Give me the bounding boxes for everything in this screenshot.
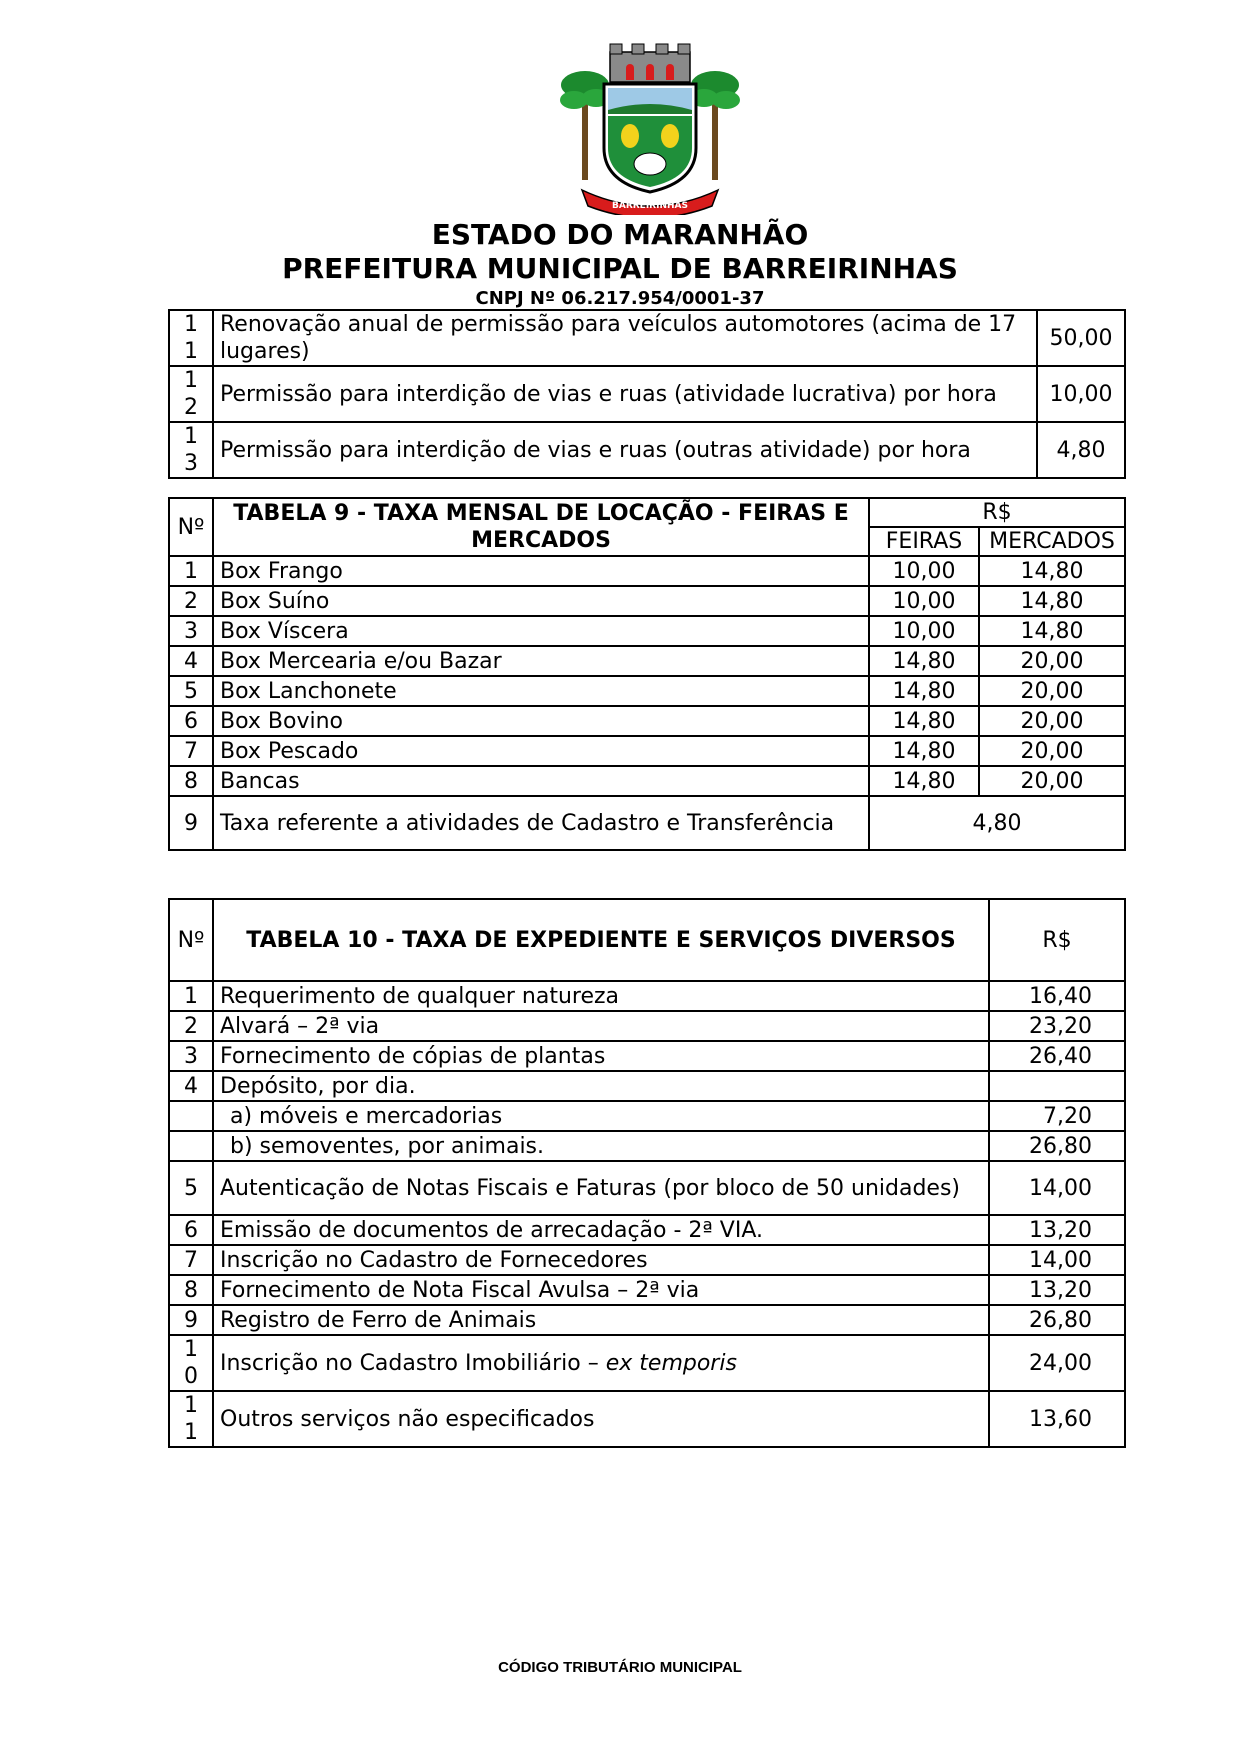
table-row — [169, 1131, 1125, 1161]
row-description: Box Pescado — [213, 736, 869, 766]
state-title: ESTADO DO MARANHÃO — [431, 218, 809, 251]
row-description: Box Lanchonete — [213, 676, 869, 706]
row-value-mercados: 20,00 — [979, 706, 1125, 736]
row-value-feiras: 14,80 — [869, 706, 979, 736]
row-value: 13,60 — [989, 1391, 1125, 1447]
table-row — [169, 586, 1125, 616]
municipal-crest — [560, 40, 740, 215]
table-row — [169, 1305, 1125, 1335]
column-header-mercados: MERCADOS — [979, 527, 1125, 556]
row-number: 9 — [169, 796, 213, 850]
row-number: 2 — [169, 1011, 213, 1041]
row-description: Emissão de documentos de arrecadação - 2ª VIA. — [213, 1215, 989, 1245]
table-row — [169, 1245, 1125, 1275]
row-description: a) móveis e mercadorias — [213, 1101, 989, 1131]
row-value: 7,20 — [989, 1101, 1125, 1131]
row-value-feiras: 10,00 — [869, 616, 979, 646]
table-row — [169, 310, 1125, 366]
row-value: 4,80 — [1037, 422, 1125, 478]
row-description: Box Suíno — [213, 586, 869, 616]
row-number: 1 — [169, 556, 213, 586]
row-value-feiras: 10,00 — [869, 586, 979, 616]
row-description: Bancas — [213, 766, 869, 796]
row-number: 9 — [169, 1305, 213, 1335]
table-row — [169, 766, 1125, 796]
row-description: Requerimento de qualquer natureza — [213, 981, 989, 1011]
row-value: 14,00 — [989, 1161, 1125, 1215]
row-description: Outros serviços não especificados — [213, 1391, 989, 1447]
row-value: 16,40 — [989, 981, 1125, 1011]
cnpj-line: CNPJ Nº 06.217.954/0001-37 — [475, 288, 765, 309]
row-number: 7 — [169, 736, 213, 766]
permission-table-continuation — [168, 309, 1126, 479]
table-row — [169, 646, 1125, 676]
table-row — [169, 1391, 1125, 1447]
table-row — [169, 1215, 1125, 1245]
table-row — [169, 1101, 1125, 1131]
table-row — [169, 556, 1125, 586]
row-value: 13,20 — [989, 1275, 1125, 1305]
table-row — [169, 1275, 1125, 1305]
crest-banner-text: BARREIRINHAS — [612, 201, 688, 211]
row-value-feiras: 10,00 — [869, 556, 979, 586]
page-footer: CÓDIGO TRIBUTÁRIO MUNICIPAL — [498, 1659, 742, 1676]
row-description: Registro de Ferro de Animais — [213, 1305, 989, 1335]
row-number: 3 — [169, 616, 213, 646]
table-row — [169, 366, 1125, 422]
row-description: Box Bovino — [213, 706, 869, 736]
row-description: Inscrição no Cadastro de Fornecedores — [213, 1245, 989, 1275]
table-row — [169, 1011, 1125, 1041]
row-number: 2 — [169, 586, 213, 616]
tabela-9-title: TABELA 9 - TAXA MENSAL DE LOCAÇÃO - FEIRAS E MERCADOS — [213, 498, 869, 556]
row-description: b) semoventes, por animais. — [213, 1131, 989, 1161]
row-description: Fornecimento de Nota Fiscal Avulsa – 2ª via — [213, 1275, 989, 1305]
row-value: 26,80 — [989, 1131, 1125, 1161]
row-number: 3 — [169, 1041, 213, 1071]
row-value: 4,80 — [869, 796, 1125, 850]
prefeitura-title: PREFEITURA MUNICIPAL DE BARREIRINHAS — [282, 252, 958, 285]
row-number: 1 — [169, 981, 213, 1011]
table-row — [169, 1335, 1125, 1391]
column-header-number: Nº — [169, 899, 213, 981]
column-header-currency: R$ — [869, 498, 1125, 527]
tabela-10-title: TABELA 10 - TAXA DE EXPEDIENTE E SERVIÇOS DIVERSOS — [213, 899, 989, 981]
row-number: 1 3 — [169, 422, 213, 478]
row-value: 13,20 — [989, 1215, 1125, 1245]
row-description: Depósito, por dia. — [213, 1071, 989, 1101]
row-number: 8 — [169, 1275, 213, 1305]
row-description: Permissão para interdição de vias e ruas (outras atividade) por hora — [213, 422, 1037, 478]
italic-term: ex temporis — [605, 1350, 737, 1376]
table-row — [169, 1041, 1125, 1071]
row-description: Alvará – 2ª via — [213, 1011, 989, 1041]
row-number — [169, 1131, 213, 1161]
row-value: 50,00 — [1037, 310, 1125, 366]
table-row — [169, 1071, 1125, 1101]
row-number: 5 — [169, 676, 213, 706]
row-value: 26,40 — [989, 1041, 1125, 1071]
column-header-currency: R$ — [989, 899, 1125, 981]
row-value-feiras: 14,80 — [869, 736, 979, 766]
row-value-mercados: 20,00 — [979, 676, 1125, 706]
row-value — [989, 1071, 1125, 1101]
row-number — [169, 1101, 213, 1131]
row-value-feiras: 14,80 — [869, 766, 979, 796]
row-number: 4 — [169, 1071, 213, 1101]
row-description: Permissão para interdição de vias e ruas (atividade lucrativa) por hora — [213, 366, 1037, 422]
row-number: 7 — [169, 1245, 213, 1275]
row-number: 1 0 — [169, 1335, 213, 1391]
table-row — [169, 676, 1125, 706]
row-description: Inscrição no Cadastro Imobiliário – ex temporis — [213, 1335, 989, 1391]
row-number: 5 — [169, 1161, 213, 1215]
row-description: Fornecimento de cópias de plantas — [213, 1041, 989, 1071]
row-value-mercados: 20,00 — [979, 646, 1125, 676]
table-row — [169, 616, 1125, 646]
row-value-feiras: 14,80 — [869, 676, 979, 706]
row-value: 10,00 — [1037, 366, 1125, 422]
table-row — [169, 796, 1125, 850]
tabela-9 — [168, 497, 1126, 851]
row-description: Box Frango — [213, 556, 869, 586]
table-row — [169, 422, 1125, 478]
table-row — [169, 736, 1125, 766]
row-value-mercados: 20,00 — [979, 766, 1125, 796]
row-number: 8 — [169, 766, 213, 796]
row-value: 14,00 — [989, 1245, 1125, 1275]
row-value: 26,80 — [989, 1305, 1125, 1335]
row-value: 24,00 — [989, 1335, 1125, 1391]
row-number: 4 — [169, 646, 213, 676]
row-description: Box Víscera — [213, 616, 869, 646]
row-description: Taxa referente a atividades de Cadastro e Transferência — [213, 796, 869, 850]
row-description: Renovação anual de permissão para veículos automotores (acima de 17 lugares) — [213, 310, 1037, 366]
tabela-10 — [168, 898, 1126, 1448]
row-number: 1 2 — [169, 366, 213, 422]
row-number: 1 1 — [169, 1391, 213, 1447]
row-value-mercados: 20,00 — [979, 736, 1125, 766]
row-number: 6 — [169, 1215, 213, 1245]
row-value: 23,20 — [989, 1011, 1125, 1041]
row-value-mercados: 14,80 — [979, 586, 1125, 616]
row-number: 1 1 — [169, 310, 213, 366]
row-description: Autenticação de Notas Fiscais e Faturas (por bloco de 50 unidades) — [213, 1161, 989, 1215]
table-row — [169, 706, 1125, 736]
row-value-mercados: 14,80 — [979, 556, 1125, 586]
row-value-feiras: 14,80 — [869, 646, 979, 676]
row-number: 6 — [169, 706, 213, 736]
row-description: Box Mercearia e/ou Bazar — [213, 646, 869, 676]
row-value-mercados: 14,80 — [979, 616, 1125, 646]
table-row — [169, 1161, 1125, 1215]
table-row — [169, 981, 1125, 1011]
column-header-feiras: FEIRAS — [869, 527, 979, 556]
column-header-number: Nº — [169, 498, 213, 556]
